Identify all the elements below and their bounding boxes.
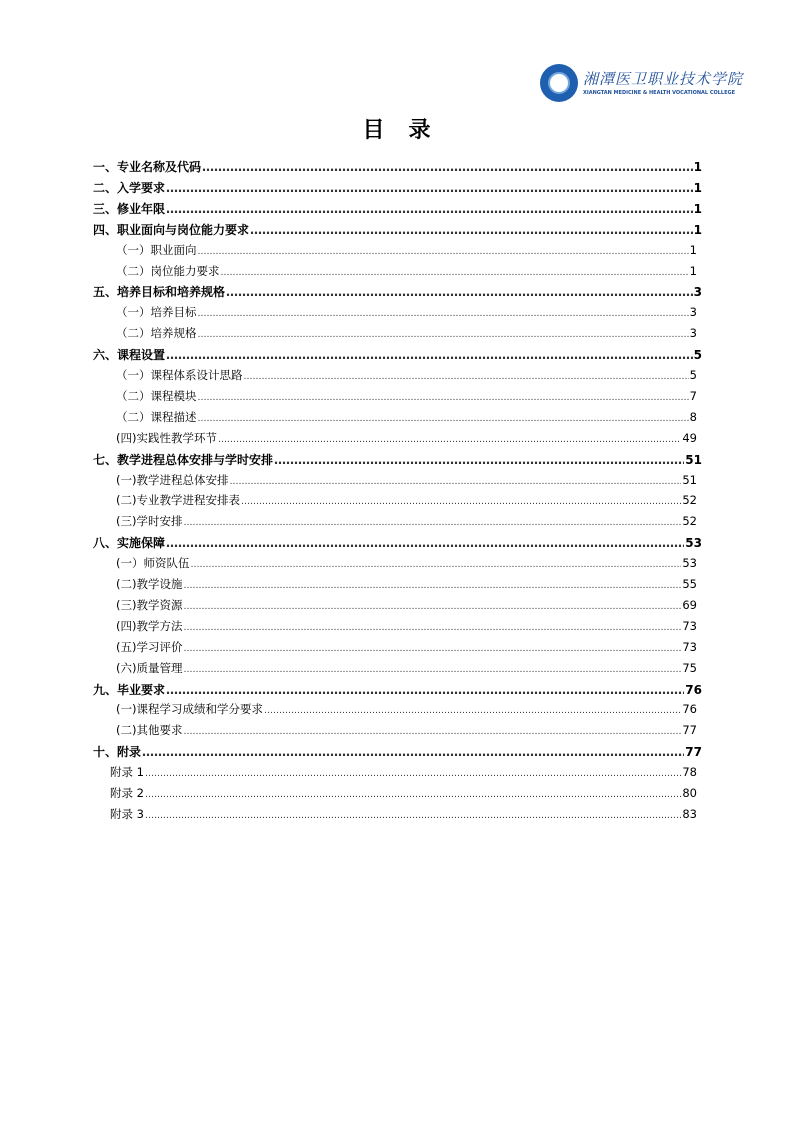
toc-entry[interactable] <box>116 492 697 508</box>
toc-entry-title: (一)课程学习成绩和学分要求 <box>116 702 263 717</box>
toc-entry-title: (二)其他要求 <box>116 723 183 738</box>
toc-entry-title: 五、培养目标和培养规格 <box>93 285 226 300</box>
toc-entry-title: (二)专业教学进程安排表 <box>116 493 240 508</box>
toc-leader-dots <box>166 683 684 697</box>
toc-entry-title: （二）培养规格 <box>116 326 197 341</box>
toc-entry[interactable] <box>93 158 702 175</box>
toc-entry-page: 77 <box>682 723 697 738</box>
toc-leader-dots <box>183 665 681 675</box>
toc-entry-title: 九、毕业要求 <box>93 682 166 697</box>
toc-entry-page: 73 <box>682 618 697 633</box>
toc-entry[interactable] <box>93 681 702 698</box>
toc-leader-dots <box>166 536 684 550</box>
toc-entry-page: 52 <box>682 514 697 529</box>
toc-entry-title: （一）课程体系设计思路 <box>116 368 243 382</box>
toc-entry-page: 83 <box>682 806 697 821</box>
toc-entry-page: 76 <box>685 682 702 697</box>
toc-entry[interactable] <box>116 722 697 738</box>
toc-entry-title: (三)教学资源 <box>116 597 183 612</box>
toc-entry[interactable] <box>116 388 697 404</box>
toc-entry[interactable] <box>116 325 697 341</box>
toc-leader-dots <box>183 623 681 633</box>
toc-leader-dots <box>145 790 681 800</box>
toc-entry-page: 75 <box>682 660 697 675</box>
toc-leader-dots <box>218 435 681 445</box>
toc-entry[interactable] <box>93 200 702 217</box>
toc-leader-dots <box>183 727 681 737</box>
toc-entry-page: 5 <box>693 348 702 363</box>
toc-entry-page: 51 <box>685 452 702 467</box>
toc-entry[interactable] <box>93 534 702 551</box>
toc-entry-title: 七、教学进程总体安排与学时安排 <box>93 452 274 467</box>
logo-chinese-name: 湘潭医卫职业技术学院 <box>583 70 744 88</box>
toc-entry-title: (一)教学进程总体安排 <box>116 472 229 487</box>
toc-entry-title: (四)教学方法 <box>116 618 183 633</box>
toc-leader-dots <box>264 706 681 716</box>
toc-entry-page: 1 <box>693 222 702 237</box>
toc-entry-page: 52 <box>682 493 697 508</box>
toc-entry[interactable] <box>116 660 697 676</box>
toc-leader-dots <box>229 477 681 487</box>
toc-entry-title: （二）岗位能力要求 <box>116 263 220 278</box>
toc-entry[interactable] <box>116 430 697 446</box>
toc-entry-title: 四、职业面向与岗位能力要求 <box>93 222 250 237</box>
toc-entry-page: 76 <box>682 702 697 717</box>
toc-leader-dots <box>198 330 689 340</box>
toc-entry-title: (一）师资队伍 <box>116 556 190 571</box>
toc-leader-dots <box>183 581 681 591</box>
toc-entry-page: 3 <box>689 326 697 341</box>
toc-entry-title: (五)学习评价 <box>116 639 183 654</box>
toc-entry-title: (四)实践性教学环节 <box>116 430 217 445</box>
toc-entry[interactable] <box>116 701 697 717</box>
toc-leader-dots <box>183 518 681 528</box>
toc-entry[interactable] <box>116 576 697 592</box>
toc-entry[interactable] <box>116 597 697 613</box>
toc-entry[interactable] <box>93 451 702 468</box>
toc-entry[interactable] <box>93 179 702 196</box>
toc-entry[interactable] <box>116 242 697 258</box>
toc-entry-title: 附录 2 <box>110 786 144 800</box>
toc-entry-page: 8 <box>689 409 697 424</box>
toc-entry-page: 1 <box>689 242 697 257</box>
toc-entry[interactable] <box>93 221 702 238</box>
toc-entry[interactable] <box>93 346 702 363</box>
college-logo <box>540 64 744 104</box>
toc-entry[interactable] <box>110 806 697 822</box>
toc-leader-dots <box>250 223 693 237</box>
logo-english-name: XIANGTAN MEDICINE & HEALTH VOCATIONAL COLLEGE <box>583 90 736 96</box>
toc-entry-title: （二）课程描述 <box>116 409 197 424</box>
toc-entry-page: 55 <box>682 577 697 591</box>
toc-entry-title: 附录 3 <box>110 806 144 821</box>
toc-entry-page: 5 <box>689 368 697 382</box>
toc-leader-dots <box>198 309 689 319</box>
toc-entry-page: 51 <box>682 472 697 487</box>
page-title: 目录 <box>362 118 455 143</box>
toc-leader-dots <box>145 769 681 779</box>
toc-entry-title: (三)学时安排 <box>116 514 183 529</box>
toc-entry-title: 二、入学要求 <box>93 180 166 195</box>
toc-entry-page: 1 <box>693 201 702 216</box>
toc-leader-dots <box>241 497 681 507</box>
toc-entry[interactable] <box>116 513 697 529</box>
toc-entry-page: 53 <box>685 536 702 551</box>
toc-entry-page: 78 <box>682 765 697 780</box>
toc-entry-page: 80 <box>682 786 697 800</box>
toc-entry-title: （二）课程模块 <box>116 388 197 403</box>
toc-leader-dots <box>183 602 681 612</box>
toc-entry-title: （一）职业面向 <box>116 242 197 257</box>
toc-entry[interactable] <box>110 764 697 780</box>
toc-leader-dots <box>166 181 693 195</box>
toc-entry-title: 八、实施保障 <box>93 536 166 551</box>
toc-entry[interactable] <box>116 472 697 488</box>
toc-leader-dots <box>198 393 689 403</box>
toc-leader-dots <box>166 202 693 216</box>
toc-entry[interactable] <box>116 639 697 655</box>
toc-leader-dots <box>226 285 693 299</box>
toc-entry-title: 一、专业名称及代码 <box>93 160 202 174</box>
toc-entry-page: 1 <box>689 263 697 278</box>
toc-entry[interactable] <box>116 367 697 383</box>
toc-entry-title: 三、修业年限 <box>93 201 166 216</box>
toc-entry-page: 1 <box>693 160 702 174</box>
toc-entry[interactable] <box>116 409 697 425</box>
toc-leader-dots <box>274 453 684 467</box>
toc-entry-title: 十、附录 <box>93 745 142 760</box>
toc-entry-page: 7 <box>689 388 697 403</box>
toc-leader-dots <box>198 247 689 257</box>
toc-entry-title: 附录 1 <box>110 765 144 780</box>
toc-entry-page: 69 <box>682 597 697 612</box>
toc-entry[interactable] <box>93 743 702 760</box>
toc-leader-dots <box>202 160 693 174</box>
toc-entry-page: 49 <box>682 430 697 445</box>
toc-leader-dots <box>183 644 681 654</box>
toc-leader-dots <box>145 811 681 821</box>
toc-entry-page: 53 <box>682 556 697 571</box>
toc-entry[interactable] <box>93 283 702 300</box>
toc-entry[interactable] <box>116 304 697 320</box>
toc-entry-page: 77 <box>685 745 702 760</box>
toc-leader-dots <box>198 414 689 424</box>
toc-entry-page: 73 <box>682 639 697 654</box>
toc-entry-page: 1 <box>693 180 702 195</box>
toc-entry[interactable] <box>116 263 697 279</box>
college-emblem-icon <box>540 64 578 102</box>
toc-entry-title: (六)质量管理 <box>116 660 183 675</box>
toc-entry-title: (二)教学设施 <box>116 577 183 591</box>
toc-leader-dots <box>142 745 684 759</box>
toc-entry-title: 六、课程设置 <box>93 348 166 363</box>
toc-entry-page: 3 <box>693 285 702 300</box>
toc-leader-dots <box>166 348 693 362</box>
toc-leader-dots <box>221 268 689 278</box>
toc-entry[interactable] <box>116 555 697 571</box>
toc-entry-title: （一）培养目标 <box>116 305 197 320</box>
toc-leader-dots <box>191 560 682 570</box>
toc-entry-page: 3 <box>689 305 697 320</box>
toc-entry[interactable] <box>116 618 697 634</box>
toc-entry[interactable] <box>110 785 697 801</box>
toc-leader-dots <box>244 372 689 382</box>
